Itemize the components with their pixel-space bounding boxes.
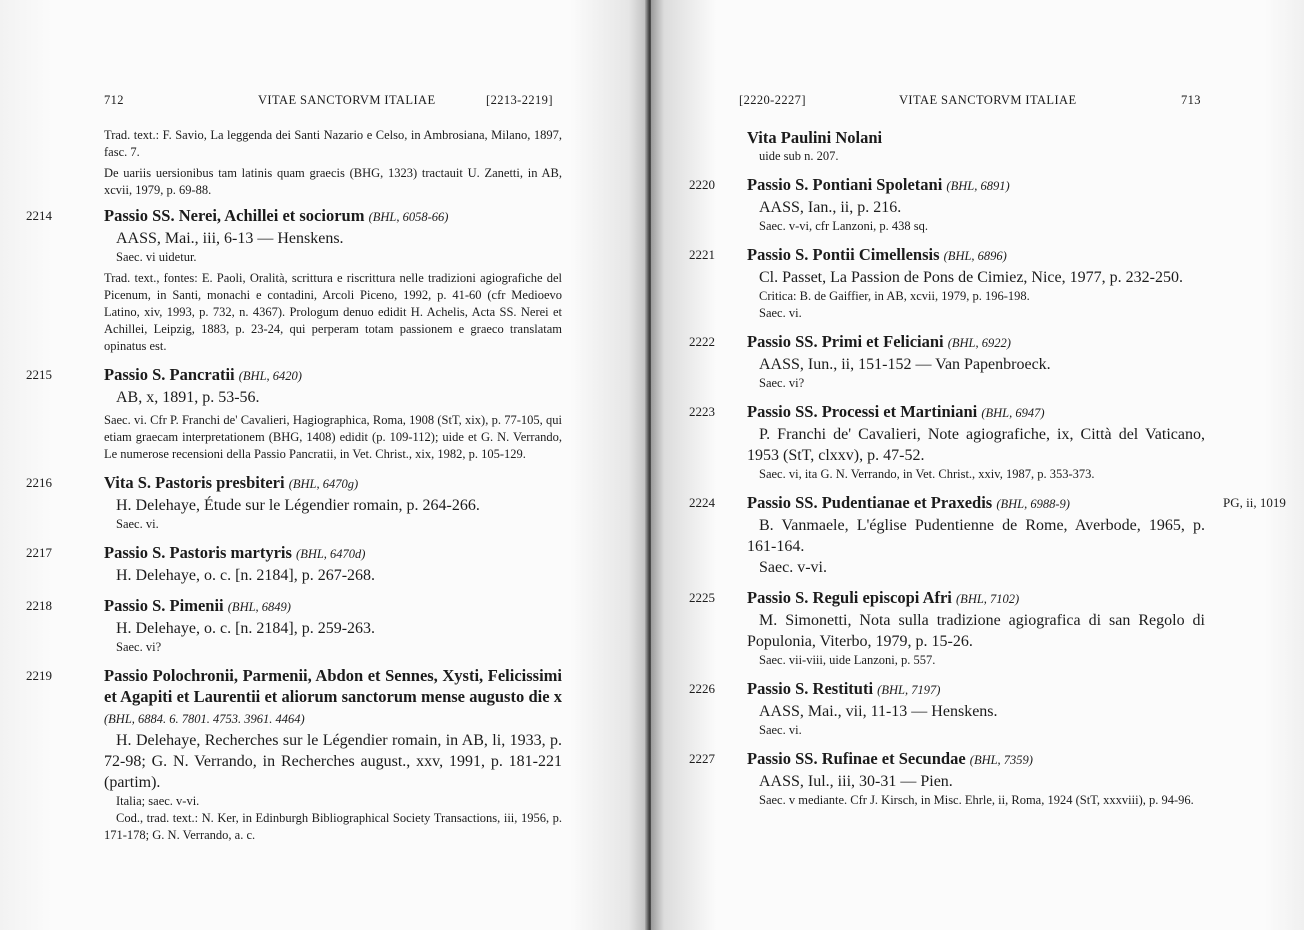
note-text: De uariis uersionibus tam latinis quam graecis (BHG, 1323) tractauit U. Zanetti, in AB, xcvii, 1979, p. 69-88.: [104, 166, 562, 197]
entry-title: Passio S. Pontiani Spoletani: [747, 175, 943, 194]
note-text: Saec. v mediante. Cfr J. Kirsch, in Misc. Ehrle, ii, Roma, 1924 (StT, xxxviii), p. 94-96.: [759, 793, 1194, 807]
entry-title: Passio S. Pastoris martyris: [104, 543, 292, 562]
note-text: Saec. vi. Cfr P. Franchi de' Cavalieri, Hagiographica, Roma, 1908 (StT, xix), p. 77-105, qui etiam graecam interpretationem (BHG, 1408) edidit (p. 109-112); uide et G. N. Verrando, Le numerose recensioni della Passio Pancratii, in Vet. Christ., xix, 1982, p. 105-129.: [104, 413, 562, 461]
entry-number: 2225: [689, 590, 715, 605]
entry-2218: [26, 595, 562, 656]
bhl-ref: (BHL, 6896): [943, 249, 1007, 263]
bhl-ref: (BHL, 6891): [946, 179, 1010, 193]
bhl-ref: (BHL, 7359): [969, 753, 1033, 767]
edition-line: AASS, Mai., vii, 11-13 — Henskens.: [759, 703, 998, 720]
entry-title: Passio SS. Pudentianae et Praxedis: [747, 493, 993, 512]
running-title: VITAE SANCTORVM ITALIAE: [258, 93, 436, 107]
entry-2222: [689, 331, 1205, 392]
edition-line: H. Delehaye, o. c. [n. 2184], p. 259-263.: [116, 620, 376, 637]
edition-line: AB, x, 1891, p. 53-56.: [116, 389, 260, 406]
entry-title: Passio S. Pontii Cimellensis: [747, 245, 940, 264]
bhl-ref: (BHL, 6922): [947, 336, 1011, 350]
edition-line: H. Delehaye, o. c. [n. 2184], p. 267-268.: [116, 567, 376, 584]
bhl-ref: (BHL, 7102): [956, 592, 1020, 606]
bhl-ref: (BHL, 7197): [877, 683, 941, 697]
note-text: Saec. vi.: [759, 723, 802, 737]
bhl-ref: (BHL, 6470g): [288, 477, 359, 491]
note-text: Trad. text., fontes: E. Paoli, Oralità, scrittura e riscrittura nelle tradizioni agiografiche del Picenum, in Santi, monachi e contadini, Arcoli Piceno, 1992, p. 41-60 (cfr Medioevo Latino, xiv, 1993, p. 732, n. 4367). Prologum denuo edidit H. Achelis, Acta SS. Nerei et Achillei, Leipzig, 1883, p. 23-24, qui perperam totam passionem e graeco translatam opinatus est.: [104, 271, 562, 353]
entry-2224: [689, 492, 1286, 578]
entry-title: Passio S. Restituti: [747, 679, 874, 698]
running-title: VITAE SANCTORVM ITALIAE: [899, 93, 1077, 107]
bhl-ref: (BHL, 6849): [227, 600, 291, 614]
edition-line: H. Delehaye, Étude sur le Légendier romain, p. 264-266.: [116, 497, 480, 514]
entry-number: 2219: [26, 668, 52, 683]
edition-line: B. Vanmaele, L'église Pudentienne de Rome, Averbode, 1965, p. 161-164.: [747, 517, 1205, 555]
note-text: Saec. vi, ita G. N. Verrando, in Vet. Christ., xxiv, 1987, p. 353-373.: [759, 467, 1095, 481]
entry-title: Passio SS. Nerei, Achillei et sociorum: [104, 206, 365, 225]
bhl-ref: (BHL, 6470d): [296, 547, 366, 561]
entry-title: Passio S. Pancratii: [104, 365, 235, 384]
right-entries: [689, 127, 1286, 818]
entry-2220: [689, 174, 1205, 235]
note-text: Saec. vi.: [116, 517, 159, 531]
entry-2225: [689, 587, 1205, 669]
bhl-ref: (BHL, 6058-66): [368, 210, 449, 224]
edition-line: H. Delehaye, Recherches sur le Légendier romain, in AB, li, 1933, p. 72-98; G. N. Verrando, in Recherches august., xxv, 1991, p. 181-221 (partim).: [104, 732, 562, 791]
entry-number: 2217: [26, 545, 52, 560]
note-text: Italia; saec. v-vi.: [116, 794, 200, 808]
entry-range: [2213-2219]: [486, 93, 553, 107]
edition-line: M. Simonetti, Nota sulla tradizione agiografica di san Regolo di Populonia, Viterbo, 1979, p. 15-26.: [747, 612, 1205, 650]
note-text: Saec. vi?: [116, 640, 162, 654]
edition-line: P. Franchi de' Cavalieri, Note agiografiche, ix, Città del Vaticano, 1953 (StT, clxxv), p. 47-52.: [747, 426, 1205, 464]
bhl-ref: (BHL, 6988-9): [996, 497, 1070, 511]
left-page: [0, 0, 648, 930]
page-number: 712: [104, 93, 124, 107]
right-page: [651, 0, 1304, 930]
entry-2215: [26, 364, 562, 463]
entry-number: 2223: [689, 404, 715, 419]
edition-line: AASS, Ian., ii, p. 216.: [759, 199, 902, 216]
edition-line: Cl. Passet, La Passion de Pons de Cimiez, Nice, 1977, p. 232-250.: [759, 269, 1183, 286]
entry-title: Passio Polochronii, Parmenii, Abdon et Sennes, Xysti, Felicissimi et Agapiti et Laurentii et aliorum sanctorum mense augusto die x: [104, 666, 562, 706]
entry-2217: [26, 542, 562, 586]
entry-title: Passio SS. Processi et Martiniani: [747, 402, 978, 421]
note-text: Saec. vii-viii, uide Lanzoni, p. 557.: [759, 653, 936, 667]
note-text: Saec. v-vi, cfr Lanzoni, p. 438 sq.: [759, 219, 929, 233]
entry-2221: [689, 244, 1205, 322]
bhl-ref: (BHL, 6884. 6. 7801. 4753. 3961. 4464): [104, 712, 305, 726]
entry-2216: [26, 472, 562, 533]
entry-vita-paulini: [747, 127, 1205, 165]
entry-title: Vita Paulini Nolani: [747, 128, 883, 147]
entry-number: 2218: [26, 598, 52, 613]
entry-number: 2215: [26, 367, 52, 382]
note-text: Cod., trad. text.: N. Ker, in Edinburgh Bibliographical Society Transactions, iii, 1956, p. 171-178; G. N. Verrando, a. c.: [104, 811, 562, 842]
entry-number: 2221: [689, 247, 715, 262]
entry-number: 2226: [689, 681, 715, 696]
edition-line: AASS, Iul., iii, 30-31 — Pien.: [759, 773, 953, 790]
note-text: Saec. vi uidetur.: [116, 250, 197, 264]
entry-title: Vita S. Pastoris presbiteri: [104, 473, 285, 492]
entry-number: 2216: [26, 475, 52, 490]
entry-number: 2214: [26, 208, 52, 223]
entry-title: Passio SS. Primi et Feliciani: [747, 332, 944, 351]
entry-2223: [689, 401, 1205, 483]
edition-line: AASS, Mai., iii, 6-13 — Henskens.: [116, 230, 344, 247]
entry-number: 2227: [689, 751, 715, 766]
entry-title: Passio S. Reguli episcopi Afri: [747, 588, 952, 607]
entry-title: Passio SS. Rufinae et Secundae: [747, 749, 966, 768]
page-number: 713: [1181, 93, 1201, 107]
entry-range: [2220-2227]: [739, 93, 806, 107]
note-text: Trad. text.: F. Savio, La leggenda dei Santi Nazario e Celso, in Ambrosiana, Milano, 1897, fasc. 7.: [104, 128, 562, 159]
note-text: Saec. vi.: [759, 306, 802, 320]
edition-line: AASS, Iun., ii, 151-152 — Van Papenbroeck.: [759, 356, 1051, 373]
bhl-ref: (BHL, 6947): [981, 406, 1045, 420]
top-note: [104, 127, 562, 199]
left-entries: [26, 127, 562, 853]
edition-line: Saec. v-vi.: [759, 559, 827, 576]
entry-number: 2224: [689, 495, 715, 510]
margin-reference: PG, ii, 1019: [1223, 495, 1286, 510]
entry-number: 2220: [689, 177, 715, 192]
bhl-ref: (BHL, 6420): [238, 369, 302, 383]
note-text: Saec. vi?: [759, 376, 805, 390]
entry-2226: [689, 678, 1205, 739]
entry-number: 2222: [689, 334, 715, 349]
entry-2227: [689, 748, 1205, 809]
note-text: Critica: B. de Gaiffier, in AB, xcvii, 1979, p. 196-198.: [759, 289, 1030, 303]
note-text: uide sub n. 207.: [759, 149, 839, 163]
entry-2214: [26, 205, 562, 355]
entry-title: Passio S. Pimenii: [104, 596, 224, 615]
entry-2219: [26, 665, 562, 844]
